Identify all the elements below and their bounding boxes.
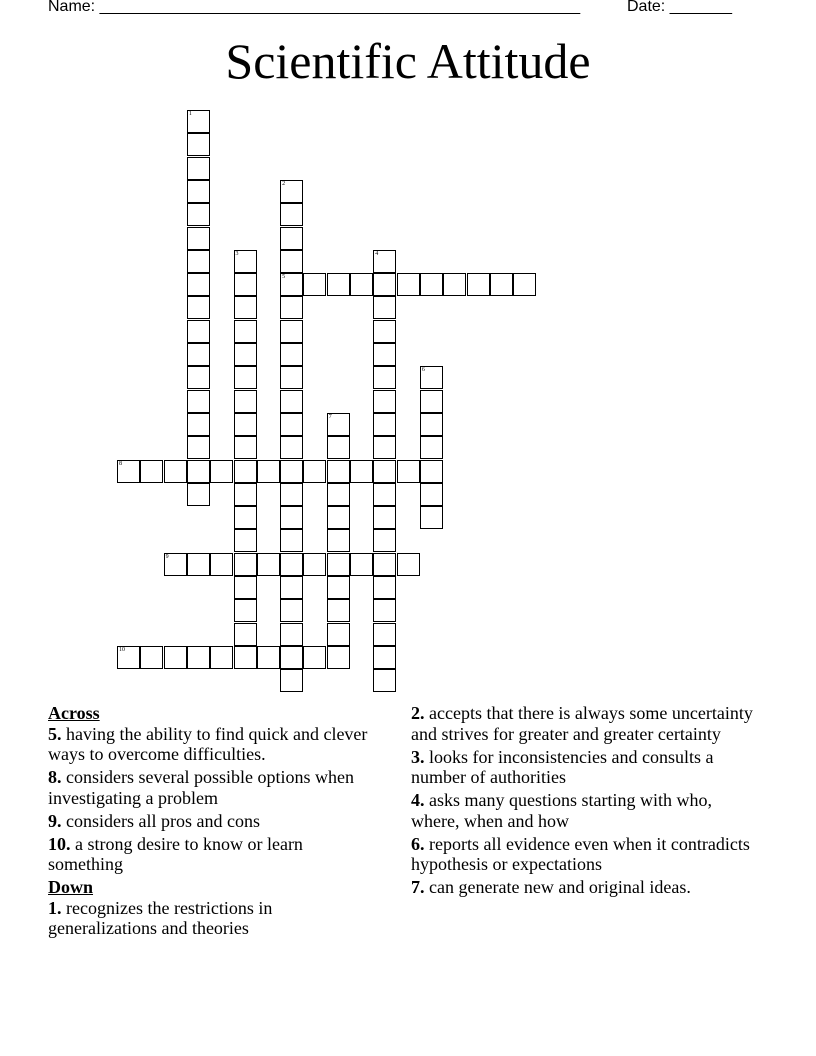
grid-cell[interactable]: [234, 436, 257, 459]
grid-cell[interactable]: [280, 576, 303, 599]
clue-number: 5: [282, 274, 286, 281]
grid-cell[interactable]: [234, 646, 257, 669]
grid-cell[interactable]: [280, 646, 303, 669]
grid-cell[interactable]: [140, 460, 163, 483]
grid-cell[interactable]: [327, 436, 350, 459]
grid-cell[interactable]: [234, 366, 257, 389]
grid-cell[interactable]: [280, 320, 303, 343]
grid-cell[interactable]: [234, 623, 257, 646]
grid-cell[interactable]: [140, 646, 163, 669]
grid-cell[interactable]: [373, 343, 396, 366]
grid-cell[interactable]: [373, 553, 396, 576]
grid-cell[interactable]: [373, 390, 396, 413]
grid-cell[interactable]: [234, 250, 257, 273]
grid-cell[interactable]: [210, 646, 233, 669]
grid-cell[interactable]: [373, 320, 396, 343]
grid-cell[interactable]: [373, 506, 396, 529]
grid-cell[interactable]: [280, 529, 303, 552]
grid-cell[interactable]: [327, 623, 350, 646]
grid-cell[interactable]: [373, 599, 396, 622]
grid-cell[interactable]: [373, 460, 396, 483]
grid-cell[interactable]: [280, 343, 303, 366]
grid-cell[interactable]: [117, 646, 140, 669]
grid-cell[interactable]: [234, 599, 257, 622]
clue-down-7: 7. can generate new and original ideas.: [411, 877, 691, 897]
grid-cell[interactable]: [490, 273, 513, 296]
grid-cell[interactable]: [373, 413, 396, 436]
grid-cell[interactable]: [420, 273, 443, 296]
grid-cell[interactable]: [420, 483, 443, 506]
grid-cell[interactable]: [280, 366, 303, 389]
grid-cell[interactable]: [373, 273, 396, 296]
grid-cell[interactable]: [327, 553, 350, 576]
grid-cell[interactable]: [327, 599, 350, 622]
grid-cell[interactable]: [280, 506, 303, 529]
grid-cell[interactable]: [373, 623, 396, 646]
clue-number: 9: [165, 553, 169, 560]
grid-cell[interactable]: [327, 483, 350, 506]
grid-cell[interactable]: [187, 273, 210, 296]
clue-down-1: 1. recognizes the restrictions in generalizations and theories: [48, 897, 273, 938]
clue-down-6: 6. reports all evidence even when it contradicts hypothesis or expectations: [411, 833, 750, 874]
grid-cell[interactable]: [164, 460, 187, 483]
grid-cell[interactable]: [257, 646, 280, 669]
grid-cell[interactable]: [373, 576, 396, 599]
clue-number: 8: [119, 460, 122, 467]
grid-cell[interactable]: [327, 576, 350, 599]
grid-cell[interactable]: [280, 623, 303, 646]
grid-cell[interactable]: [280, 413, 303, 436]
grid-cell[interactable]: [373, 436, 396, 459]
grid-cell[interactable]: [210, 460, 233, 483]
grid-cell[interactable]: [303, 646, 326, 669]
grid-cell[interactable]: [327, 460, 350, 483]
grid-cell[interactable]: [234, 320, 257, 343]
grid-cell[interactable]: [350, 460, 373, 483]
grid-cell[interactable]: [420, 460, 443, 483]
grid-cell[interactable]: [373, 483, 396, 506]
grid-cell[interactable]: [280, 296, 303, 319]
grid-cell[interactable]: [327, 529, 350, 552]
grid-cell[interactable]: [117, 460, 140, 483]
clues-left-column: [48, 703, 378, 941]
grid-cell[interactable]: [187, 460, 210, 483]
clues-right-column: [411, 703, 756, 900]
grid-cell[interactable]: [187, 413, 210, 436]
clue-across-5: 5. having the ability to find quick and clever ways to overcome difficulties.: [48, 723, 368, 764]
grid-cell[interactable]: [187, 553, 210, 576]
grid-cell[interactable]: [397, 553, 420, 576]
clue-across-8: 8. considers several possible options when investigating a problem: [48, 767, 354, 808]
grid-cell[interactable]: [303, 273, 326, 296]
grid-cell[interactable]: [280, 553, 303, 576]
down-heading: Down: [48, 877, 94, 897]
grid-cell[interactable]: [187, 250, 210, 273]
clue-number: 10: [119, 646, 125, 653]
clue-down-4: 4. asks many questions starting with who, where, when and how: [411, 790, 712, 831]
grid-cell[interactable]: [257, 553, 280, 576]
grid-cell[interactable]: [350, 553, 373, 576]
grid-cell[interactable]: [280, 669, 303, 692]
grid-cell[interactable]: [234, 553, 257, 576]
grid-cell[interactable]: [513, 273, 536, 296]
grid-cell[interactable]: [234, 576, 257, 599]
grid-cell[interactable]: [327, 273, 350, 296]
grid-cell[interactable]: [280, 180, 303, 203]
grid-cell[interactable]: [303, 460, 326, 483]
grid-cell[interactable]: [443, 273, 466, 296]
grid-cell[interactable]: [280, 483, 303, 506]
clue-number: 4: [375, 250, 379, 257]
grid-cell[interactable]: [420, 390, 443, 413]
grid-cell[interactable]: [210, 553, 233, 576]
grid-cell[interactable]: [234, 390, 257, 413]
grid-cell[interactable]: [257, 460, 280, 483]
clue-number: 7: [328, 413, 332, 420]
clue-number: 2: [282, 180, 286, 187]
grid-cell[interactable]: [187, 133, 210, 156]
grid-cell[interactable]: [420, 366, 443, 389]
across-heading: Across: [48, 703, 100, 723]
grid-cell[interactable]: [187, 157, 210, 180]
clue-across-9: 9. considers all pros and cons: [48, 810, 260, 831]
clue-across-10: 10. a strong desire to know or learn something: [48, 833, 303, 874]
grid-cell[interactable]: [280, 273, 303, 296]
grid-cell[interactable]: [164, 553, 187, 576]
grid-cell[interactable]: [420, 506, 443, 529]
clue-down-3: 3. looks for inconsistencies and consults a number of authorities: [411, 746, 714, 787]
grid-cell[interactable]: [234, 529, 257, 552]
grid-cell[interactable]: [373, 250, 396, 273]
grid-cell[interactable]: [187, 203, 210, 226]
grid-cell[interactable]: [280, 203, 303, 226]
page-title: Scientific Attitude: [225, 33, 591, 89]
grid-cell[interactable]: [280, 599, 303, 622]
grid-cell[interactable]: [327, 646, 350, 669]
grid-cell[interactable]: [327, 506, 350, 529]
grid-cell[interactable]: [397, 273, 420, 296]
grid-cell[interactable]: [280, 460, 303, 483]
clue-number: 3: [235, 250, 239, 257]
grid-cell[interactable]: [234, 506, 257, 529]
across-clue-list: [48, 724, 378, 875]
grid-cell[interactable]: [373, 296, 396, 319]
grid-cell[interactable]: [187, 646, 210, 669]
grid-cell[interactable]: [187, 390, 210, 413]
grid-cell[interactable]: [234, 483, 257, 506]
grid-cell[interactable]: [187, 227, 210, 250]
grid-cell[interactable]: [187, 296, 210, 319]
name-field-label: Name: ______________________________________________________: [48, 0, 581, 15]
grid-cell[interactable]: [373, 529, 396, 552]
grid-cell[interactable]: [187, 343, 210, 366]
grid-cell[interactable]: [234, 296, 257, 319]
grid-cell[interactable]: [373, 646, 396, 669]
grid-cell[interactable]: [373, 669, 396, 692]
grid-cell[interactable]: [187, 110, 210, 133]
grid-cell[interactable]: [280, 227, 303, 250]
grid-cell[interactable]: [327, 413, 350, 436]
grid-cell[interactable]: [467, 273, 490, 296]
grid-cell[interactable]: [187, 366, 210, 389]
date-field-label: Date: _______: [627, 0, 732, 15]
grid-cell[interactable]: [420, 436, 443, 459]
grid-cell[interactable]: [234, 413, 257, 436]
grid-cell[interactable]: [234, 273, 257, 296]
clue-number: 1: [188, 111, 192, 117]
grid-cell[interactable]: [350, 273, 373, 296]
grid-cell[interactable]: [187, 320, 210, 343]
grid-cell[interactable]: [397, 460, 420, 483]
grid-cell[interactable]: [280, 250, 303, 273]
grid-cell[interactable]: [280, 436, 303, 459]
grid-cell[interactable]: [187, 436, 210, 459]
grid-cell[interactable]: [420, 413, 443, 436]
grid-cell[interactable]: [373, 366, 396, 389]
grid-cell[interactable]: [303, 553, 326, 576]
grid-cell[interactable]: [234, 460, 257, 483]
clue-number: 6: [421, 367, 425, 374]
grid-cell[interactable]: [187, 180, 210, 203]
clue-down-2: 2. accepts that there is always some uncertainty and strives for greater and greater certainty: [411, 703, 753, 744]
grid-cell[interactable]: [164, 646, 187, 669]
grid-cell[interactable]: [234, 343, 257, 366]
grid-cell[interactable]: [280, 390, 303, 413]
grid-cell[interactable]: [187, 483, 210, 506]
